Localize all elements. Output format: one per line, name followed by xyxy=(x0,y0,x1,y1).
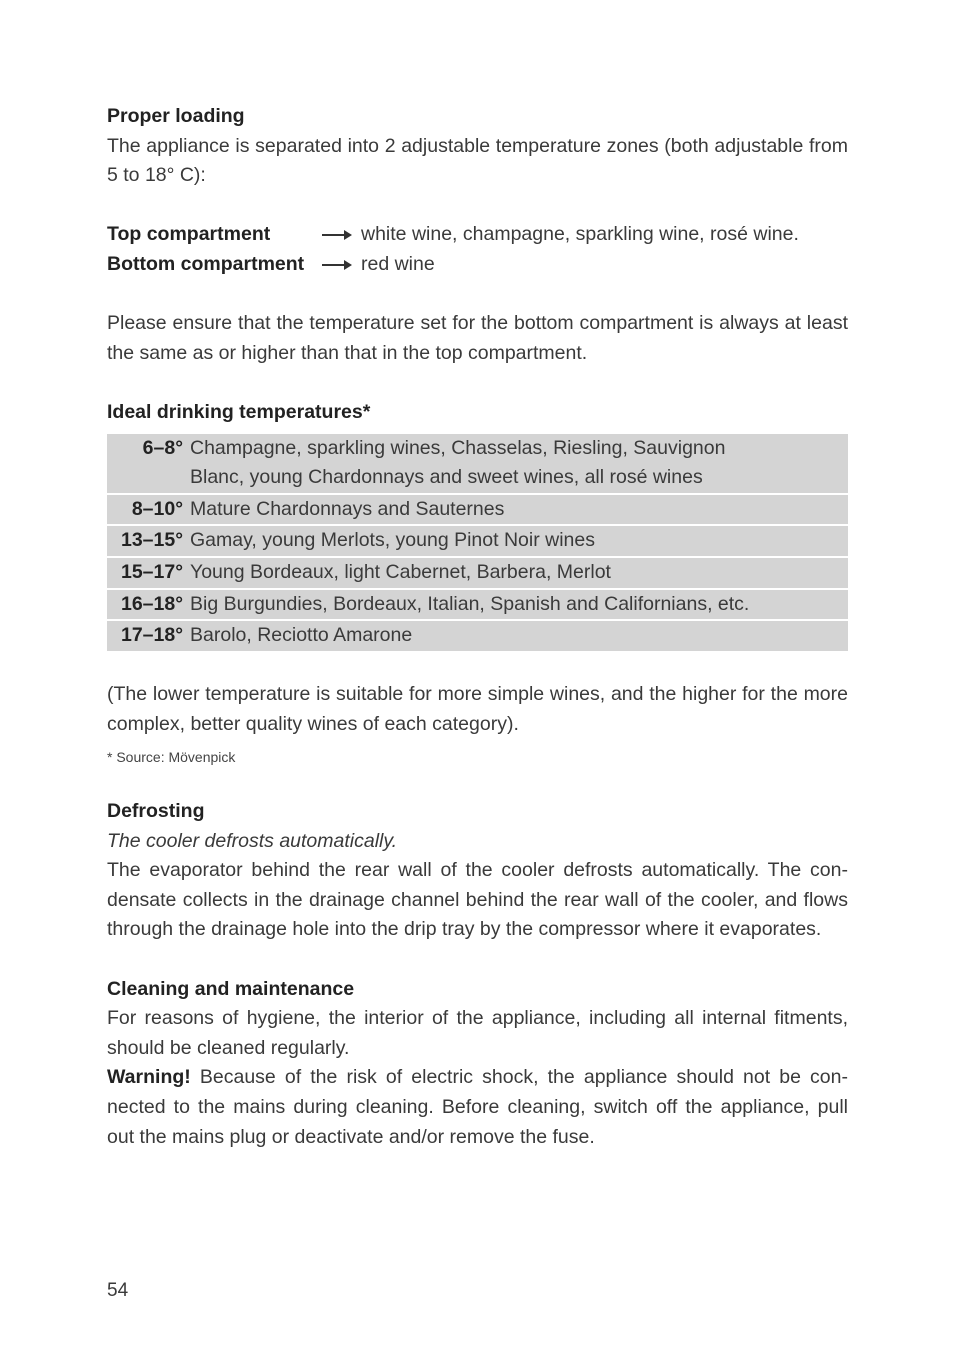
wines-cell: Champagne, sparkling wines, Chasselas, Riesling, Sauvignon Blanc, young Chardonnays and sweet wines, all rosé wines xyxy=(190,436,726,489)
bottom-compartment-label: Bottom compartment xyxy=(107,252,305,275)
defrosting-heading: Defrosting xyxy=(107,800,205,823)
temp-cell: 16–18° xyxy=(107,589,190,621)
temperature-table xyxy=(107,434,848,651)
table-row xyxy=(107,494,848,526)
proper-loading-heading: Proper loading xyxy=(107,105,245,127)
ensure-text: Please ensure that the temperature set for the bottom compartment is always at least the same as or higher than that in the top compartment. xyxy=(107,312,848,364)
source-note: * Source: Mövenpick xyxy=(107,749,236,766)
page-number: 54 xyxy=(107,1280,129,1301)
table-row xyxy=(107,434,848,494)
top-compartment-text: white wine, champagne, sparkling wine, rosé wine. xyxy=(361,223,799,246)
top-compartment-row xyxy=(107,220,848,250)
temp-cell: 17–18° xyxy=(107,620,190,651)
defrosting-text: The evaporator behind the rear wall of the cooler defrosts automatically. The condensate collects in the drainage channel behind the rear wall of the cooler, and flows through the drainage hole into the drip tray by the compressor where it evaporates. xyxy=(107,859,848,941)
warning-label: Warning! xyxy=(107,1066,191,1089)
arrow-right-icon xyxy=(322,230,352,240)
wines-cell: Mature Chardonnays and Sauternes xyxy=(190,494,848,526)
ideal-temps-heading: Ideal drinking temperatures* xyxy=(107,400,371,423)
table-row xyxy=(107,589,848,621)
warning-paragraph xyxy=(107,1063,848,1152)
page-content xyxy=(107,102,848,1152)
temp-cell: 15–17° xyxy=(107,557,190,589)
table-row xyxy=(107,525,848,557)
temp-cell: 13–15° xyxy=(107,525,190,557)
table-row xyxy=(107,557,848,589)
temp-cell: 6–8° xyxy=(142,436,183,459)
cleaning-heading: Cleaning and maintenance xyxy=(107,977,355,1000)
wines-cell: Barolo, Reciotto Amarone xyxy=(190,620,848,651)
proper-loading-text: The appliance is separated into 2 adjustable temperature zones (both adjustable from 5 to 18° C): xyxy=(107,134,848,187)
bottom-compartment-row xyxy=(107,250,848,280)
temp-cell: 8–10° xyxy=(107,494,190,526)
wines-cell: Gamay, young Merlots, young Pinot Noir wines xyxy=(190,525,848,557)
bottom-compartment-text: red wine xyxy=(361,252,435,275)
wines-cell: Big Burgundies, Bordeaux, Italian, Spanish and Californians, etc. xyxy=(190,589,848,621)
top-compartment-label: Top compartment xyxy=(107,223,271,246)
arrow-right-icon xyxy=(322,260,352,270)
table-row xyxy=(107,620,848,651)
cleaning-text: For reasons of hygiene, the interior of the appliance, including all internal fitments, should be cleaned regularly. xyxy=(107,1007,848,1059)
defrosting-subtitle: The cooler defrosts automatically. xyxy=(107,829,398,852)
temperature-note: (The lower temperature is suitable for more simple wines, and the higher for the more complex, better quality wines of each category). xyxy=(107,683,848,735)
wines-cell: Young Bordeaux, light Cabernet, Barbera, Merlot xyxy=(190,557,848,589)
warning-text: Because of the risk of electric shock, the appliance should not be connected to the mains during cleaning. Before cleaning, switch off the appliance, pull out the mains plug or deactivate and/or remove the fuse. xyxy=(107,1066,848,1148)
